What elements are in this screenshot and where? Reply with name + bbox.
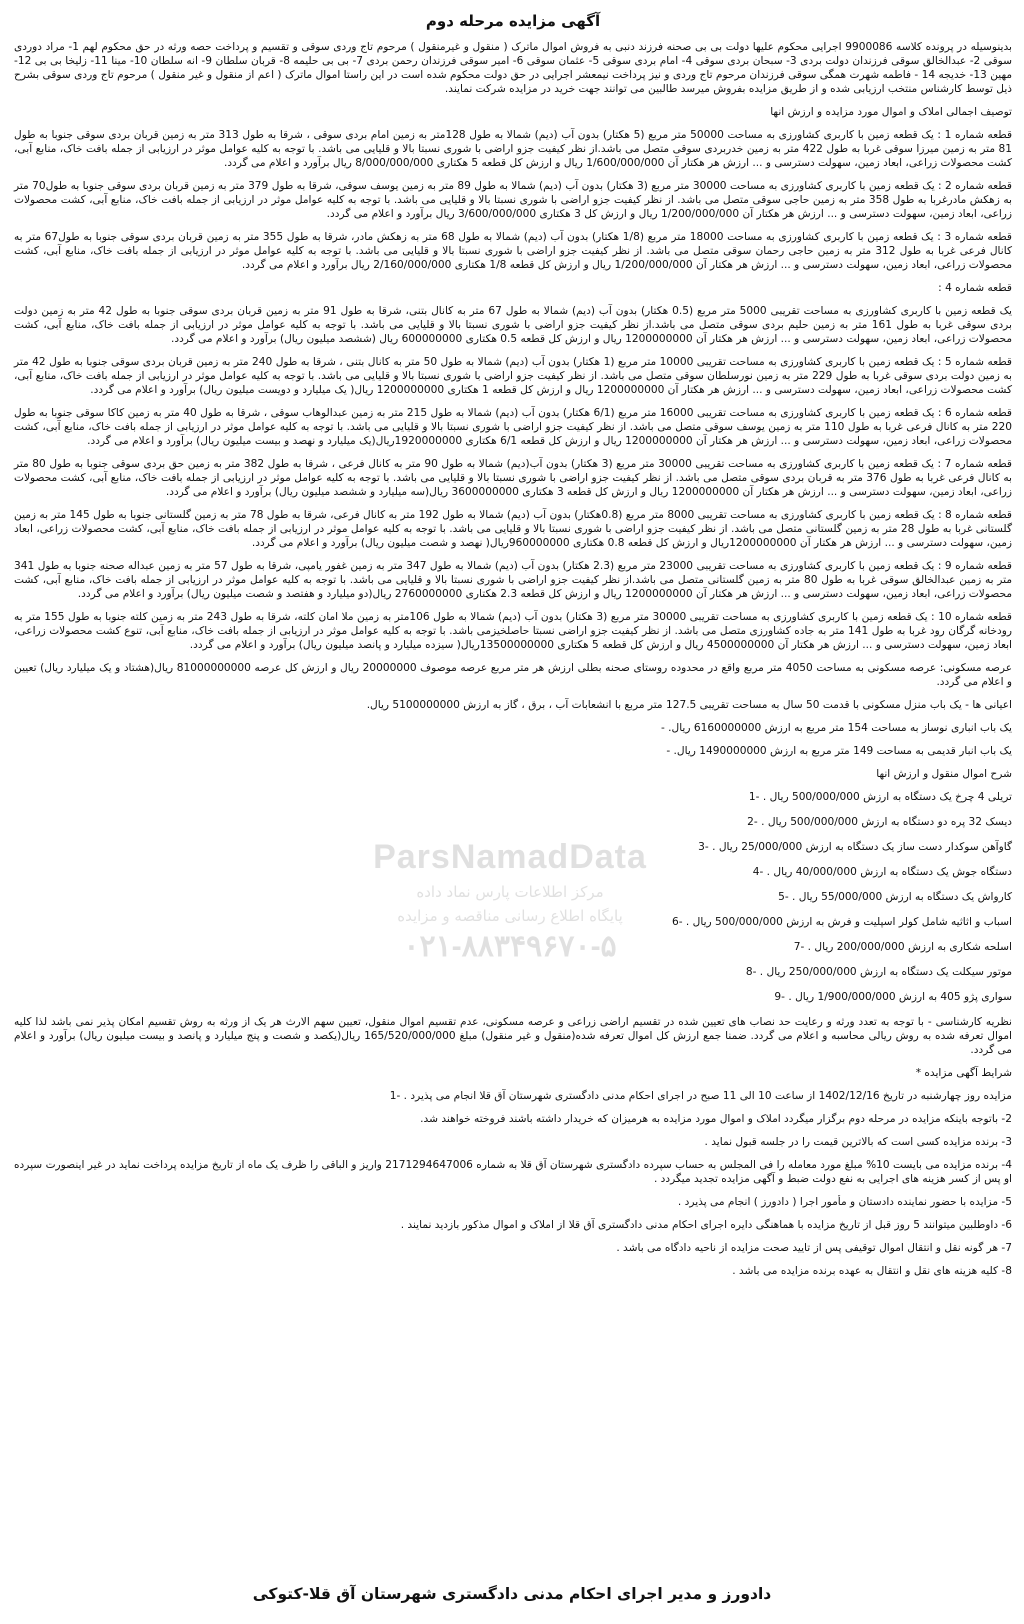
movable-item: موتور سیکلت یک دستگاه به ارزش 250/000/000 ریال . -8 — [745, 966, 1012, 978]
parcel-3: قطعه شماره 3 : یک قطعه زمین با کاربری کشاورزی به مساحت 18000 متر مربع (1/8 هکتار) بدون آب (دیم) شمالا به طول 68 متر به زهکش مادر، شرقا به طول 355 متر به زمین قربان بردی سوقی جنوبا به طول67 متر به کانال فرعی غربا به طول 312 متر به زمین حاجی رحمان سوقی متصل می باشد. از نظر کیفیت جزو اراضی با شوری نسبتا بالا و قلیایی می باشد. با توجه به کلیه عوامل موثر در ارزیابی از جمله بافت خاک، منابع آبی، کشت محصولات زراعی، ابعاد زمین، سهولت دسترسی و ... ارزش هر هکتار آن 1/200/000/000 ریال و ارزش کل قطعه 1/8 هکتاری 2/160/000/000 ریال برآورد و اعلام می گردد. — [14, 231, 1012, 271]
condition-item: 8- کلیه هزینه های نقل و انتقال به عهده برنده مزایده می باشد . — [732, 1265, 1012, 1277]
watermark-phone: ۰۲۱-۸۸۳۴۹۶۷۰-۵ — [403, 930, 617, 963]
signature-footer: دادورز و مدیر اجرای احکام مدنی دادگستری شهرستان آق قلا-کتوکی — [252, 1585, 772, 1603]
watermark-line-2: پایگاه اطلاع رسانی مناقصه و مزایده — [397, 907, 623, 925]
parcel-8: قطعه شماره 8 : یک قطعه زمین با کاربری کشاورزی به مساحت تقریبی 8000 متر مربع (0.8هکتار) بدون آب (دیم) شمالا به طول 192 متر به کانال فرعی، شرقا به طول 78 متر به زمین گلستانی جنوبا به طول 145 متر به زمین گلستانی غربا به طول 28 متر به زمین گلستانی متصل می باشد. از نظر کیفیت جزو اراضی با شوری نسبتا بالا و قلیایی می باشد. با توجه به کلیه عوامل موثر در ارزیابی از جمله بافت خاک، منابع آبی، کشت محصولات زراعی، ابعاد زمین، سهولت دسترسی و ... ارزش هر هکتار آن 1200000000ریال و ارزش کل قطعه 0.8 هکتاری 960000000ریال( نهصد و شصت میلیون ریال) برآورد و اعلام می گردد. — [14, 509, 1012, 549]
movable-item: کارواش یک دستگاه به ارزش 55/000/000 ریال . -5 — [778, 891, 1012, 903]
watermark-line-1: مرکز اطلاعات پارس نماد داده — [416, 883, 604, 901]
condition-item: 2- باتوجه باینکه مزایده در مرحله دوم برگزار میگردد املاک و اموال مورد مزایده به هرمیزان که خریدار داشته باشند فروخته خواهند شد. — [420, 1113, 1012, 1125]
movables-title: شرح اموال منقول و ارزش انها — [876, 768, 1012, 780]
parcel-4-heading: قطعه شماره 4 : — [938, 282, 1012, 294]
parcel-5: قطعه شماره 5 : یک قطعه زمین با کاربری کشاورزی به مساحت تقریبی 10000 متر مربع (1 هکتار) بدون آب (دیم) شمالا به طول 50 متر به کانال بتنی ، شرقا به طول 240 متر به زمین قربان بردی سوقی جنوبا به طول 42 متر به زمین دولت بردی سوقی غربا به طول 229 متر به زمین نورسلطان سوقی متصل می باشد. از نظر کیفیت جزو اراضی با شوری نسبتا بالا و قلیایی می باشد. با توجه به کلیه عوامل موثر در ارزیابی از جمله بافت خاک، منابع آبی، کشت محصولات زراعی، ابعاد زمین، سهولت دسترسی و ... ارزش هر هکتار آن 1200000000 ریال و ارزش کل قطعه 1 هکتاری 1200000000 ریال( یک میلیارد و دویست میلیون ریال) برآورد و اعلام می گردد. — [14, 356, 1013, 396]
page-title: آگهی مزایده مرحله دوم — [425, 12, 601, 30]
movable-item: دستگاه جوش یک دستگاه به ارزش 40/000/000 ریال . -4 — [752, 866, 1012, 878]
condition-item: مزایده روز چهارشنبه در تاریخ 1402/12/16 از ساعت 10 الی 11 صبح در اجرای احکام مدنی دادگستری شهرستان آق قلا انجام می پذیرد . -1 — [389, 1090, 1012, 1102]
condition-item: 5- مزایده با حضور نماینده دادستان و مأمور اجرا ( دادورز ) انجام می پذیرد . — [677, 1196, 1012, 1208]
building-old-warehouse: یک باب انبار قدیمی به مساحت 149 متر مربع به ارزش 1490000000 ریال. - — [666, 745, 1012, 757]
parcel-6: قطعه شماره 6 : یک قطعه زمین با کاربری کشاورزی به مساحت تقریبی 16000 متر مربع (6/1 هکتار) بدون آب (دیم) شمالا به طول 215 متر به زمین عبدالوهاب سوقی ، شرقا به طول 40 متر به زمین کاکا سوقی جنوبا به طول 220 متر به کانال فرعی غربا به طول 110 متر به زمین یوسف سوقی متصل می باشد. از نظر کیفیت جزو اراضی با شوری نسبتا بالا و قلیایی می باشد. با توجه به کلیه عوامل موثر در ارزیابی از جمله بافت خاک، منابع آبی، کشت محصولات زراعی، ابعاد زمین، سهولت دسترسی و ... ارزش هر هکتار آن 1200000000 ریال و ارزش کل قطعه 6/1 هکتاری 1920000000ریال(یک میلیارد و نهصد و بیست میلیون ریال) برآورد و اعلام می گردد. — [14, 407, 1012, 447]
movable-item: تریلی 4 چرخ یک دستگاه به ارزش 500/000/000 ریال . -1 — [748, 791, 1012, 803]
intro-paragraph: بدینوسیله در پرونده کلاسه 9900086 اجرایی محکوم علیها دولت بی بی صحنه فرزند دنبی به فروش اموال ماترک ( منقول و غیرمنقول ) مرحوم تاج وردی سوقی و تقسیم و پرداخت حصه ورثه در حق محکوم لهم 1- مراد دوردی سوقی 2- عبدالخالق سوقی فرزندان دولت بردی 3- سبحان بردی سوقی 4- امام بردی سوقی 5- عثمان سوقی 6- امیر سوقی فرزندان رحمن بردی 7- بی بی حلیمه 8- قربان سلطان 9- انه سلطان 10- مینا 11- زلیخا بی بی 12- مهین 13- خدیجه 14 - فاطمه شهرت همگی سوقی فرزندان مرحوم تاج وردی و نیز پرداخت نیمعشر اجرایی در حق دولت محکوم شده است در این راستا اموال ماترک ( اعم از منقول و غیر منقول ) مرحوم تاج وردی سوقی بشرح ذیل توسط کارشناس منتخب ارزیابی شده و از طریق مزایده بفروش میرسد طالبین می توانند جهت خرید در مزایده شرکت نمایند. — [14, 41, 1013, 95]
residential-plot: عرصه مسکونی: عرصه مسکونی به مساحت 4050 متر مربع واقع در محدوده روستای صحنه بطلی ارزش هر متر مربع عرصه موصوف 20000000 ریال و ارزش کل عرصه 81000000000 ریال(هشتاد و یک میلیارد ریال) تعیین و اعلام می گردد. — [14, 662, 1013, 688]
condition-item: 6- داوطلبین میتوانند 5 روز قبل از تاریخ مزایده با هماهنگی دایره اجرای احکام مدنی دادگستری آق قلا از املاک و اموال مذکور بازدید نمایند . — [400, 1219, 1012, 1231]
movable-item: گاوآهن سوکدار دست ساز یک دستگاه به ارزش 25/000/000 ریال . -3 — [698, 841, 1012, 853]
condition-item: 3- برنده مزایده کسی است که بالاترین قیمت را در جلسه قبول نماید . — [704, 1136, 1012, 1148]
movable-item: سواری پژو 405 به ارزش 1/900/000/000 ریال . -9 — [774, 991, 1012, 1003]
parcel-7: قطعه شماره 7 : یک قطعه زمین با کاربری کشاورزی به مساحت تقریبی 30000 متر مربع (3 هکتار) بدون آب(دیم) شمالا به طول 90 متر به کانال فرعی ، شرقا به طول 382 متر به زمین حق بردی سوقی جنوبا به طول 80 متر به کانال فرعی غربا به طول 376 متر به قربان بردی سوقی متصل می باشد. از نظر کیفیت جزو اراضی با شوری نسبتا بالا و قلیایی می باشد. با توجه به کلیه عوامل موثر در ارزیابی از جمله بافت خاک، منابع آبی، کشت محصولات زراعی، ابعاد زمین، سهولت دسترسی و ... ارزش هر هکتار آن 1200000000 ریال و ارزش کل قطعه 3 هکتاری 3600000000 ریال(سه میلیارد و ششصد میلیون ریال) برآورد و اعلام می گردد. — [14, 458, 1012, 498]
parcel-9: قطعه شماره 9 : یک قطعه زمین با کاربری کشاورزی به مساحت تقریبی 23000 متر مربع (2.3 هکتار) بدون آب (دیم) شمالا به طول 347 متر به زمین غفور یامپی، شرقا به طول 57 متر به زمین عبداله صحنه جنوبا به طول 341 متر به زمین عبدالخالق سوقی غربا به طول 80 متر به زمین گلستانی متصل می باشد.از نظر کیفیت جزو اراضی با شوری نسبتا بالا و قلیایی می باشد. با توجه به کلیه عوامل موثر در ارزیابی از جمله بافت خاک، منابع آبی، کشت محصولات زراعی، ابعاد زمین، سهولت دسترسی و ... ارزش هر هکتار آن 1200000000 ریال و ارزش کل قطعه 2.3 هکتاری 2760000000 ریال(دو میلیارد و هفتصد و شصت میلیون ریال) برآورد و اعلام می گردد. — [14, 560, 1013, 600]
parcel-2: قطعه شماره 2 : یک قطعه زمین با کاربری کشاورزی به مساحت 30000 متر مربع (3 هکتار) بدون آب (دیم) شمالا به طول 89 متر به زمین یوسف سوقی، شرقا به طول 379 متر به زمین قربان بردی سوقی جنوبا به طول70 متر به زهکش مادرغربا به طول 358 متر به زمین حاجی سوقی متصل می باشد. از نظر کیفیت جزو اراضی با شوری نسبتا بالا و قلیایی می باشد. با توجه به کلیه عوامل موثر در ارزیابی از جمله بافت خاک، منابع آبی، کشت محصولات زراعی، ابعاد زمین، سهولت دسترسی و ... ارزش هر هکتار آن 1/200/000/000 ریال و ارزش کل 3 هکتاری 3/600/000/000 ریال برآورد و اعلام می گردد. — [14, 180, 1012, 220]
parcel-10: قطعه شماره 10 : یک قطعه زمین با کاربری کشاورزی به مساحت تقریبی 30000 متر مربع (3 هکتار) بدون آب (دیم) شمالا به طول 106متر به زمین ملا امان کلته، شرقا به طول 243 متر به زمین کلته جنوبا به طول 155 متر به رودخانه گرگان رود غربا به طول 141 متر به جاده کشاورزی متصل می باشد. از نظر کیفیت جزو اراضی نسبتا حاصلخیزمی باشد. با توجه به کلیه عوامل موثر در ارزیابی از جمله بافت خاک، منابع آبی، تنوع کشت محصولات زراعی، ابعاد زمین، سهولت دسترسی و ... ارزش هر هکتار آن 4500000000 ریال و ارزش کل قطعه 5 هکتاری 13500000000ریال( سیزده میلیارد و پانصد میلیون ریال) برآورد و اعلام می گردد. — [14, 611, 1012, 651]
movable-item: دیسک 32 پره دو دستگاه به ارزش 500/000/000 ریال . -2 — [747, 816, 1012, 828]
expert-opinion: نظریه کارشناسی - با توجه به تعدد ورثه و رعایت حد نصاب های تعیین شده در تقسیم اراضی زراعی و عرصه مسکونی، عدم تقسیم اموال منقول، تعیین سهم الارث هر یک از ورثه به روش تقسیم امکان پذیر نمی باشد لذا کلیه اموال تعرفه شده به روش ریالی محاسبه و اعلام می گردد. ضمنا جمع ارزش کل اموال تعرفه شده(منقول و غیر منقول) مبلغ 165/520/000/000 ریال(یکصد و شصت و پنج میلیارد و پانصد و بیست میلیون ریال) برآورد و اعلام می گردد. — [14, 1016, 1012, 1056]
building-new-warehouse: یک باب انباری نوساز به مساحت 154 متر مربع به ارزش 6160000000 ریال. - — [660, 722, 1012, 734]
movable-item: اسلحه شکاری به ارزش 200/000/000 ریال . -7 — [793, 941, 1012, 953]
condition-item: 4- برنده مزایده می بایست 10% مبلغ مورد معامله را فی المجلس به حساب سپرده دادگستری شهرستان آق قلا به شماره 2171294647006 واریز و الباقی را ظرف یک ماه از تاریخ مزایده پرداخت نماید در غیر اینصورت سپرده او پس از کسر هزینه های اجرایی به نفع دولت ضبط و آگهی مزایده تجدید میگردد . — [14, 1159, 1012, 1185]
conditions-title: شرایط آگهی مزایده * — [915, 1067, 1012, 1079]
watermark-brand: ParsNamadData — [373, 838, 647, 876]
parcel-4: یک قطعه زمین با کاربری کشاورزی به مساحت تقریبی 5000 متر مربع (0.5 هکتار) بدون آب (دیم) شمالا به طول 67 متر به کانال بتنی، شرقا به طول 91 متر به زمین قربان بردی سوقی جنوبا به طول 42 متر به زمین دولت بردی سوقی غربا به طول 161 متر به زمین حلیم بردی سوقی متصل می باشد.از نظر کیفیت جزو اراضی با شوری نسبتا بالا و قلیایی می باشد. با توجه به کلیه عوامل موثر در ارزیابی از جمله بافت خاک، منابع آبی، کشت محصولات زراعی، ابعاد زمین، سهولت دسترسی و ... ارزش هر هکتار آن 1200000000 ریال و ارزش کل قطعه 0.5 هکتاری 600000000 ریال (ششصد میلیون ریال) برآورد و اعلام می گردد. — [14, 305, 1013, 345]
movable-item: اسباب و اثاثیه شامل کولر اسپلیت و فرش به ارزش 500/000/000 ریال . -6 — [671, 916, 1012, 928]
section-title: توصیف اجمالی املاک و اموال مورد مزایده و ارزش انها — [770, 106, 1012, 118]
building-house: اعیانی ها - یک باب منزل مسکونی با قدمت 50 سال به مساحت تقریبی 127.5 متر مربع با انشعابات آب ، برق ، گاز به ارزش 5100000000 ریال. — [366, 699, 1012, 711]
parcel-1: قطعه شماره 1 : یک قطعه زمین با کاربری کشاورزی به مساحت 50000 متر مربع (5 هکتار) بدون آب (دیم) شمالا به طول 128متر به زمین امام بردی سوقی ، شرقا به طول 313 متر به زمین قربان بردی سوقی جنوبا به طول 81 متر به زمین میرزا سوقی غربا به طول 422 متر به زمین خدربردی سوقی متصل می باشد.از نظر کیفیت جزو اراضی با شوری نسبتا بالا و قلیایی می باشد. با توجه به کلیه عوامل موثر در ارزیابی از جمله بافت خاک، منابع آبی، کشت محصولات زراعی، ابعاد زمین، سهولت دسترسی و ... ارزش هر هکتار آن 1/600/000/000 ریال و ارزش کل قطعه 5 هکتاری 8/000/000/000 ریال برآورد و اعلام می گردد. — [14, 129, 1013, 169]
condition-item: 7- هر گونه نقل و انتقال اموال توقیفی پس از تایید صحت مزایده از ناحیه دادگاه می باشد . — [616, 1242, 1012, 1254]
